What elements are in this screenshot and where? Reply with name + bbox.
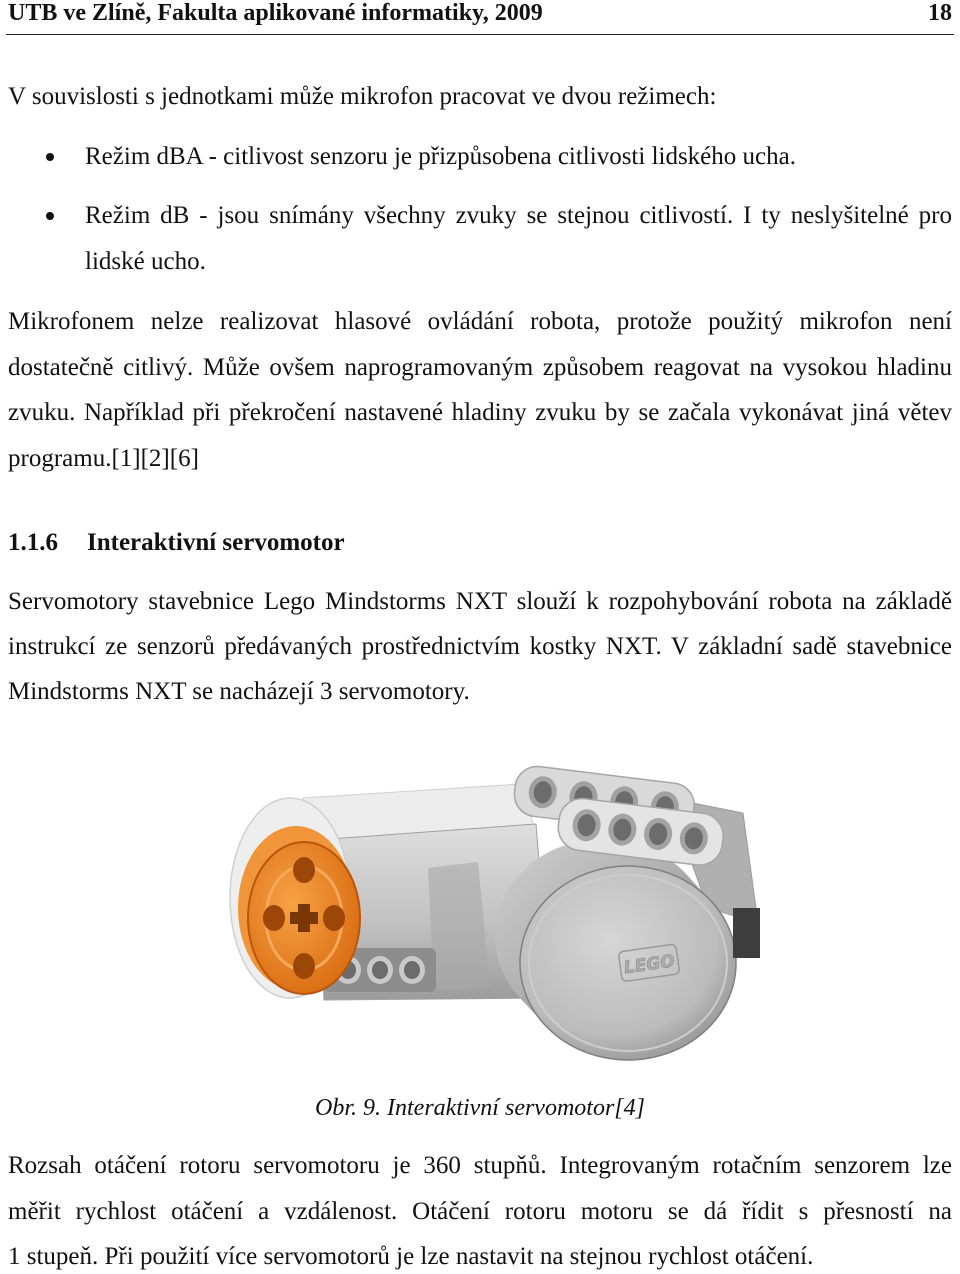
paragraph-line: Mikrofonem nelze realizovat hlasové ovládání robota, protože použitý mikrofon není <box>8 308 952 335</box>
header-rule <box>6 34 954 35</box>
bullet-marker <box>46 212 54 220</box>
paragraph-line: měřit rychlost otáčení a vzdálenost. Otáčení rotoru motoru se dá řídit s přesností na <box>8 1197 952 1225</box>
paragraph-line: 1 stupeň. Při použití více servomotorů je lze nastavit na stejnou rychlost otáčení. <box>8 1243 814 1270</box>
bullet-item-dba <box>0 142 960 172</box>
microphone-paragraph <box>8 307 952 474</box>
bullet-text <box>85 201 952 277</box>
paragraph-line: instrukcí ze senzorů předávaných prostřednictvím kostky NXT. V základní sadě stavebnice <box>8 633 952 660</box>
paragraph-line: Servomotory stavebnice Lego Mindstorms NXT slouží k rozpohybování robota na základě <box>8 588 952 615</box>
servomotor-paragraph <box>8 587 952 707</box>
rotation-paragraph <box>8 1151 952 1272</box>
bullet-text-line: lidské ucho. <box>85 248 206 275</box>
bullet-text <box>85 142 952 172</box>
intro-paragraph: V souvislosti s jednotkami může mikrofon pracovat ve dvou režimech: <box>8 83 717 110</box>
header-title: UTB ve Zlíně, Fakulta aplikované informatiky, 2009 <box>8 0 543 26</box>
bullet-item-db <box>0 201 960 275</box>
bullet-marker <box>46 153 54 161</box>
paragraph-line: Rozsah otáčení rotoru servomotoru je 360 stupňů. Integrovaným rotačním senzorem lze <box>8 1152 952 1179</box>
section-title: Interaktivní servomotor <box>87 529 345 556</box>
section-number: 1.1.6 <box>8 529 58 556</box>
lego-logo-text: LEGO <box>622 951 676 979</box>
page-header <box>8 0 952 26</box>
dark-side-part <box>733 908 760 958</box>
paragraph-line: dostatečně citlivý. Může ovšem naprogramovaným způsobem reagovat na vysokou hladinu <box>8 353 952 381</box>
paragraph-line: programu.[1][2][6] <box>8 444 199 472</box>
bullet-text-line: Režim dBA - citlivost senzoru je přizpůsobena citlivosti lidského ucha. <box>85 143 796 170</box>
paragraph-line: Mindstorms NXT se nacházejí 3 servomotory. <box>8 678 470 705</box>
servomotor-image <box>228 758 764 1064</box>
motor-cap <box>520 866 736 1060</box>
page-number: 18 <box>928 0 952 26</box>
bullet-text-line: Režim dB - jsou snímány všechny zvuky se stejnou citlivostí. I ty neslyšitelné pro <box>85 202 952 229</box>
section-heading <box>8 528 952 558</box>
paragraph-line: zvuku. Například při překročení nastavené hladiny zvuku by se začala vykonávat jiná větev <box>8 399 952 427</box>
figure-caption: Obr. 9. Interaktivní servomotor[4] <box>315 1095 645 1121</box>
